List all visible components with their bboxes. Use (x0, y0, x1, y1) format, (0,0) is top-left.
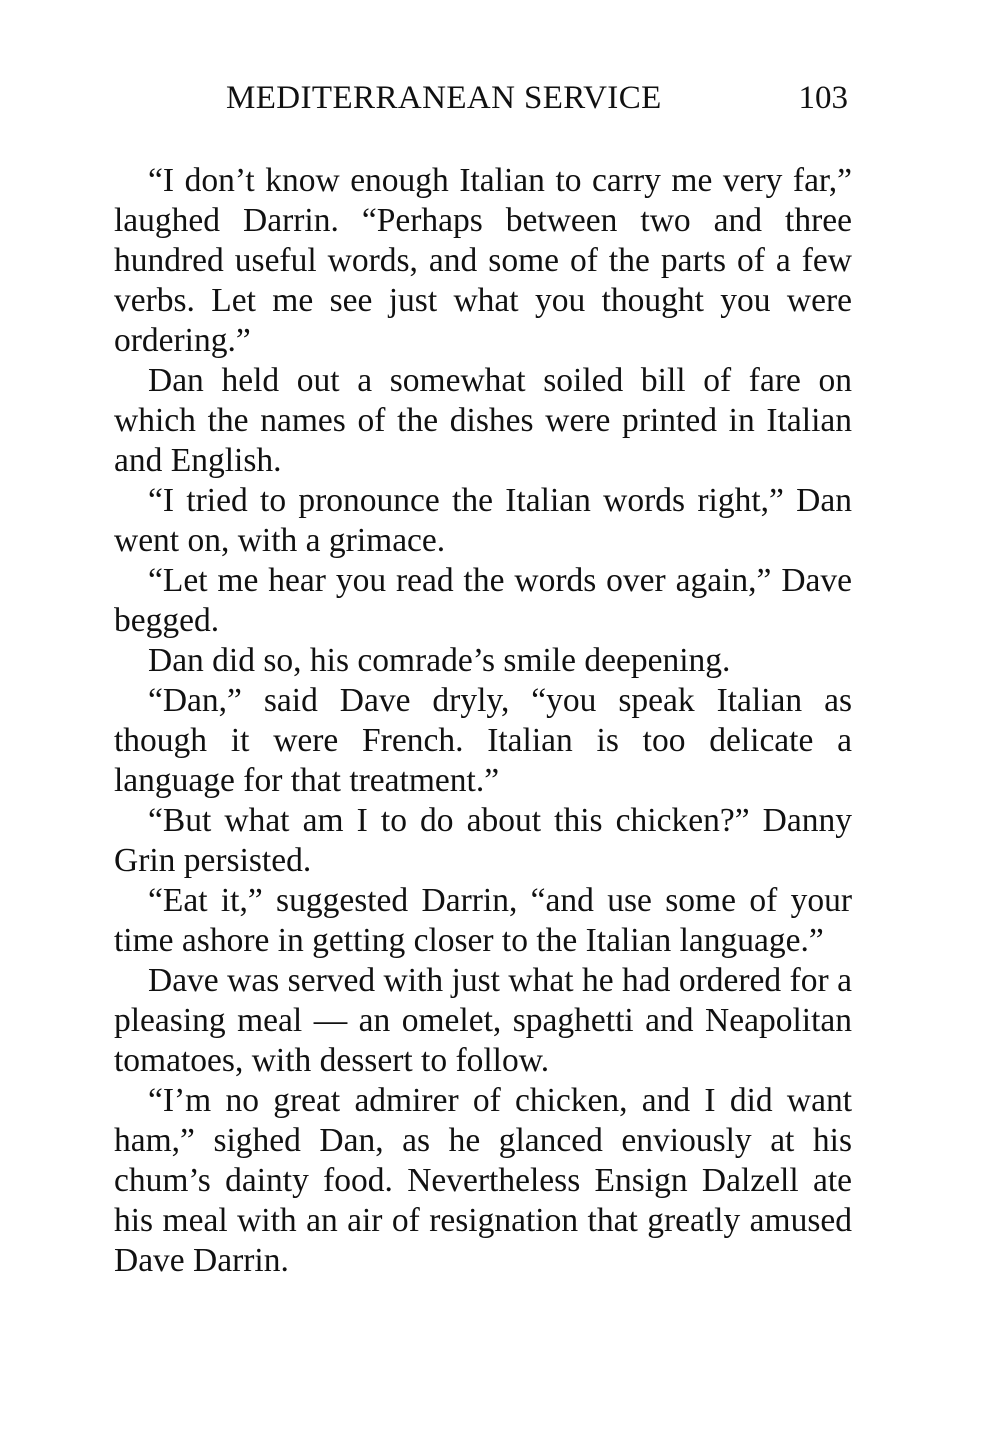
running-head (226, 76, 848, 120)
paragraph: Dan held out a somewhat soiled bill of fare on which the names of the dishes were printed in Italian and English. (114, 362, 852, 479)
paragraph: “I tried to pronounce the Italian words right,” Dan went on, with a grimace. (114, 482, 852, 559)
paragraph: “Dan,” said Dave dryly, “you speak Italian as though it were French. Italian is too delicate a language for that treatment.” (114, 682, 852, 799)
running-title: MEDITERRANEAN SERVICE (226, 80, 662, 116)
paragraph: “I don’t know enough Italian to carry me very far,” laughed Darrin. “Perhaps between two and three hundred useful words, and some of the parts of a few verbs. Let me see just what you thought you were ordering.” (114, 162, 852, 359)
paragraph: Dave was served with just what he had ordered for a pleasing meal — an omelet, spaghetti and Neapolitan tomatoes, with dessert to follow. (114, 962, 852, 1079)
paragraph: “But what am I to do about this chicken?” Danny Grin persisted. (114, 802, 852, 879)
paragraph: “Let me hear you read the words over again,” Dave begged. (114, 562, 852, 639)
page-number: 103 (798, 80, 848, 116)
paragraph: “I’m no great admirer of chicken, and I did want ham,” sighed Dan, as he glanced enviously at his chum’s dainty food. Nevertheless Ensign Dalzell ate his meal with an air of resignation that greatly amused Dave Darrin. (114, 1082, 852, 1279)
body-text (114, 161, 852, 1281)
paragraph: Dan did so, his comrade’s smile deepening. (148, 642, 731, 679)
paragraph: “Eat it,” suggested Darrin, “and use some of your time ashore in getting closer to the Italian language.” (114, 882, 852, 959)
